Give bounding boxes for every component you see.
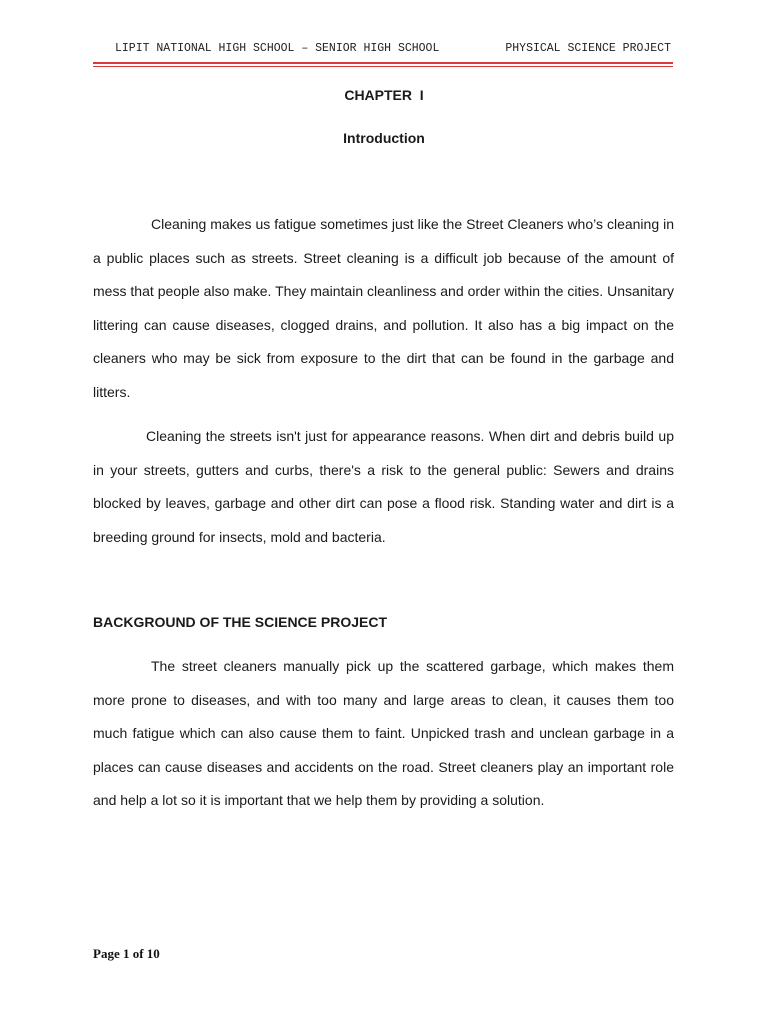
page-number: Page 1 of 10: [93, 946, 160, 961]
intro-paragraph-2: Cleaning the streets isn't just for appearance reasons. When dirt and debris build up in your streets, gutters and curbs, there's a risk to the general public: Sewers and drains blocked by leaves, garbage and other dirt can pose a flood risk. Standing water and dirt is a breeding ground for insects, mold and bacteria.: [93, 428, 674, 545]
header-project-title: PHYSICAL SCIENCE PROJECT: [505, 42, 671, 55]
background-paragraph: The street cleaners manually pick up the scattered garbage, which makes them more prone to diseases, and with too many and large areas to clean, it causes them too much fatigue which can also cause them to faint. Unpicked trash and unclean garbage in a places can cause diseases and accidents on the road. Street cleaners play an important role and help a lot so it is important that we help them by providing a solution.: [93, 658, 674, 809]
header-divider: [93, 62, 673, 64]
background-heading: BACKGROUND OF THE SCIENCE PROJECT: [93, 614, 388, 630]
intro-paragraph-1: Cleaning makes us fatigue sometimes just like the Street Cleaners who’s cleaning in a public places such as streets. Street cleaning is a difficult job because of the amount of mess that people also make. They maintain cleanliness and order within the cities. Unsanitary littering can cause diseases, clogged drains, and pollution. It also has a big impact on the cleaners who may be sick from exposure to the dirt that can be found in the garbage and litters.: [93, 216, 674, 400]
chapter-title: CHAPTER I: [344, 87, 424, 103]
header-school-name: LIPIT NATIONAL HIGH SCHOOL – SENIOR HIGH SCHOOL: [115, 42, 440, 55]
header-divider-secondary: [93, 66, 673, 67]
section-title: Introduction: [343, 130, 425, 146]
